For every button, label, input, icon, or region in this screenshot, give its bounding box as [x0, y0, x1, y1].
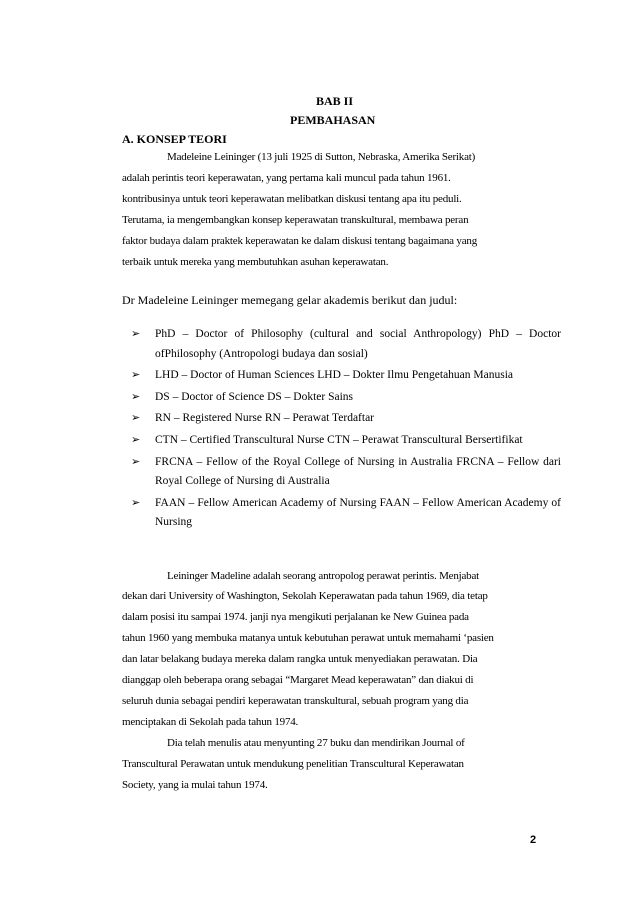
list-item [131, 431, 561, 451]
intro-line: Madeleine Leininger (13 juli 1925 di Sutton, Nebraska, Amerika Serikat) [167, 151, 476, 163]
page-number: 2 [530, 834, 537, 846]
arrow-bullet-icon: ➢ [131, 433, 141, 446]
journal-line: Society, yang ia mulai tahun 1974. [122, 779, 268, 791]
list-item [131, 494, 561, 533]
bio-line: dekan dari University of Washington, Sekolah Keperawatan pada tahun 1969, dia tetap [122, 590, 488, 602]
intro-line: kontribusinya untuk teori keperawatan melibatkan diskusi tentang apa itu peduli. [122, 193, 462, 205]
bio-line: dalam posisi itu sampai 1974. janji nya mengikuti perjalanan ke New Guinea pada [122, 611, 469, 623]
list-item [131, 366, 561, 386]
degree-text: FRCNA – Fellow of the Royal College of Nursing in Australia FRCNA – Fellow dari Royal College of Nursing di Australia [155, 455, 561, 488]
list-item [131, 388, 561, 408]
degree-text: LHD – Doctor of Human Sciences LHD – Dokter Ilmu Pengetahuan Manusia [155, 369, 514, 382]
bio-line: seluruh dunia sebagai pendiri keperawatan transkultural, sebuah program yang dia [122, 695, 469, 707]
arrow-bullet-icon: ➢ [131, 390, 141, 403]
arrow-bullet-icon: ➢ [131, 496, 141, 509]
arrow-bullet-icon: ➢ [131, 455, 141, 468]
list-item [131, 325, 561, 364]
bio-line: dianggap oleh beberapa orang sebagai “Margaret Mead keperawatan” dan diakui di [122, 674, 474, 686]
bio-line: tahun 1960 yang membuka matanya untuk kebutuhan perawat untuk memahami ‘pasien [122, 632, 494, 644]
bio-line: dan latar belakang budaya mereka dalam rangka untuk menyediakan perawatan. Dia [122, 653, 478, 665]
intro-line: terbaik untuk mereka yang membutuhkan asuhan keperawatan. [122, 256, 389, 268]
degrees-list [131, 325, 561, 533]
intro-line: Terutama, ia mengembangkan konsep keperawatan transkultural, membawa peran [122, 214, 469, 226]
degree-text: RN – Registered Nurse RN – Perawat Terdaftar [155, 412, 375, 425]
chapter-label: BAB II [316, 94, 354, 108]
arrow-bullet-icon: ➢ [131, 328, 141, 340]
bio-line: menciptakan di Sekolah pada tahun 1974. [122, 716, 299, 728]
bio-line: Leininger Madeline adalah seorang antropolog perawat perintis. Menjabat [167, 570, 480, 582]
chapter-heading: PEMBAHASAN [290, 113, 376, 127]
degree-text: DS – Doctor of Science DS – Dokter Sains [155, 390, 354, 403]
list-item [131, 453, 561, 492]
degrees-intro: Dr Madeleine Leininger memegang gelar akademis berikut dan judul: [122, 293, 458, 307]
arrow-bullet-icon: ➢ [131, 369, 141, 382]
journal-line: Transcultural Perawatan untuk mendukung penelitian Transcultural Keperawatan [122, 758, 464, 770]
arrow-bullet-icon: ➢ [131, 412, 141, 425]
degree-text: CTN – Certified Transcultural Nurse CTN – Perawat Transcultural Bersertifikat [155, 433, 523, 446]
degree-text: PhD – Doctor of Philosophy (cultural and social Anthropology) PhD – Doctor ofPhilosophy (Antropologi budaya dan sosial) [155, 328, 561, 360]
degree-text: FAAN – Fellow American Academy of Nursing FAAN – Fellow American Academy of Nursing [155, 496, 561, 529]
journal-line: Dia telah menulis atau menyunting 27 buku dan mendirikan Journal of [167, 737, 465, 749]
section-heading: A. KONSEP TEORI [122, 132, 227, 146]
intro-line: faktor budaya dalam praktek keperawatan ke dalam diskusi tentang bagaimana yang [122, 235, 477, 247]
intro-line: adalah perintis teori keperawatan, yang pertama kali muncul pada tahun 1961. [122, 172, 451, 184]
list-item [131, 409, 561, 429]
